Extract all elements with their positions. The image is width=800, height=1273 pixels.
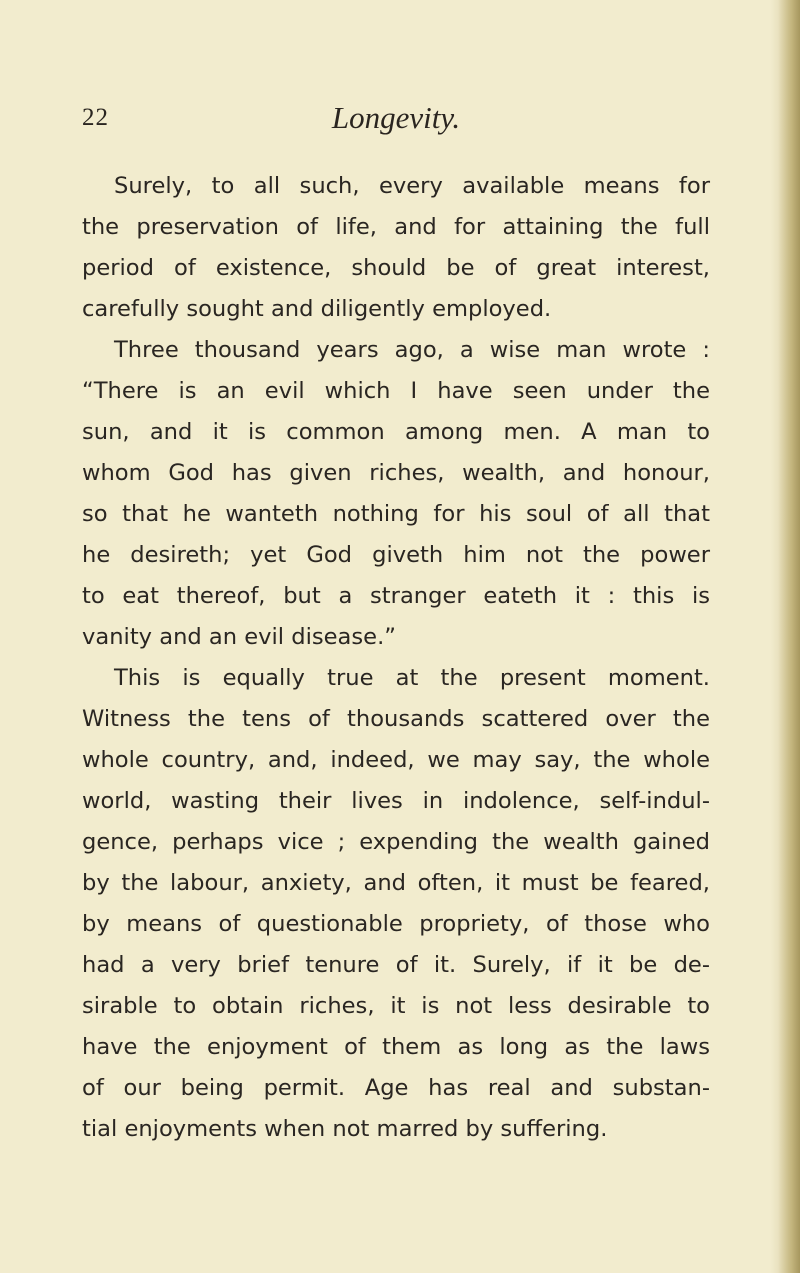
text-line: whom God has given riches, wealth, and honour, (82, 460, 710, 486)
text-line: have the enjoyment of them as long as the laws (82, 1034, 710, 1060)
text-line: carefully sought and diligently employed. (82, 296, 552, 322)
text-line: Witness the tens of thousands scattered over the (82, 706, 710, 732)
text-line: of our being permit. Age has real and substan- (82, 1075, 710, 1101)
page-number: 22 (82, 104, 109, 131)
text-line: had a very brief tenure of it. Surely, if it be de- (82, 952, 710, 978)
text-line: period of existence, should be of great interest, (82, 255, 710, 281)
text-line: sun, and it is common among men. A man to (82, 419, 710, 445)
body-text (82, 166, 710, 1150)
text-line: sirable to obtain riches, it is not less desirable to (82, 993, 710, 1019)
text-line: “There is an evil which I have seen under the (82, 378, 710, 404)
text-line: so that he wanteth nothing for his soul of all that (82, 501, 710, 527)
text-line: by means of questionable propriety, of those who (82, 911, 710, 937)
text-line: by the labour, anxiety, and often, it must be feared, (82, 870, 710, 896)
text-line: whole country, and, indeed, we may say, the whole (82, 747, 710, 773)
text-line: world, wasting their lives in indolence, self-indul- (82, 788, 710, 814)
page-edge-shadow (778, 0, 800, 1273)
text-line: he desireth; yet God giveth him not the power (82, 542, 710, 568)
text-line: This is equally true at the present moment. (114, 665, 710, 691)
text-line: Surely, to all such, every available means for (114, 173, 710, 199)
text-line: vanity and an evil disease.” (82, 624, 396, 650)
running-title: Longevity. (331, 100, 461, 135)
text-line: tial enjoyments when not marred by suffering. (82, 1116, 608, 1142)
text-line: gence, perhaps vice ; expending the wealth gained (82, 829, 710, 855)
page-header (82, 100, 710, 144)
text-line: the preservation of life, and for attaining the full (82, 214, 710, 240)
text-line: Three thousand years ago, a wise man wrote : (114, 337, 710, 363)
text-line: to eat thereof, but a stranger eateth it : this is (82, 583, 710, 609)
